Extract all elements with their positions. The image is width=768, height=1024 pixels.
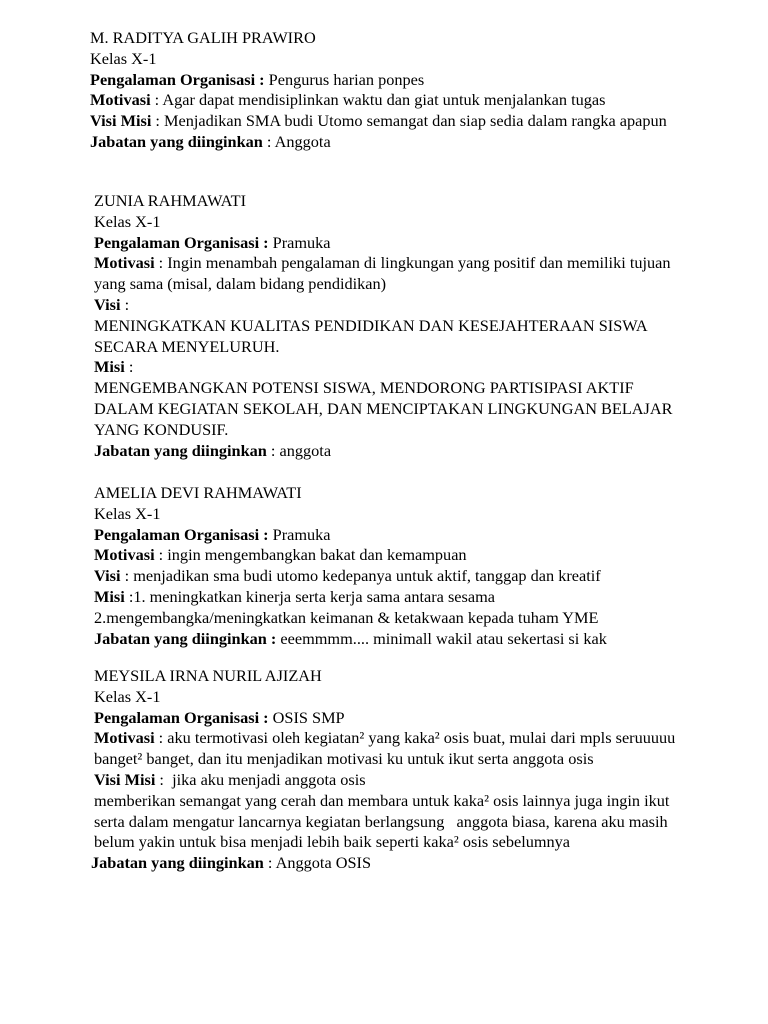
experience-label: Pengalaman Organisasi : — [94, 524, 269, 544]
mission-label: Misi — [94, 357, 125, 377]
motivation-value: : Agar dapat mendisiplinkan waktu dan giat untuk menjalankan tugas — [150, 90, 606, 110]
candidate-entry — [94, 483, 684, 649]
position-line — [91, 853, 684, 874]
position-label: Jabatan yang diinginkan — [94, 440, 267, 460]
experience-line — [90, 70, 680, 91]
experience-value: Pramuka — [268, 524, 331, 544]
vision-mission-text: memberikan semangat yang cerah dan membara untuk kaka² osis lainnya juga ingin ikut serta dalam mengatur lancarnya kegiatan berlangsung anggota biasa, karena aku masih belum yakin untuk bisa menjadi lebih baik seperti kaka² osis sebelumnya — [94, 790, 674, 852]
vision-label: Visi — [94, 566, 121, 586]
position-value: eeemmmm.... minimall wakil atau sekertasi si kak — [276, 628, 607, 648]
vision-label: Visi — [94, 294, 121, 314]
vision-mission-label: Visi Misi — [94, 769, 156, 789]
vision-line — [94, 295, 684, 316]
experience-value: Pengurus harian ponpes — [264, 69, 425, 89]
candidate-name: M. RADITYA GALIH PRAWIRO — [90, 28, 316, 47]
motivation-line — [94, 545, 684, 566]
candidate-entry — [90, 28, 680, 153]
experience-value: OSIS SMP — [268, 707, 345, 727]
position-label: Jabatan yang diinginkan — [91, 853, 264, 873]
position-line — [94, 441, 684, 462]
motivation-line — [94, 728, 684, 770]
position-value: : anggota — [266, 440, 332, 460]
candidate-name: MEYSILA IRNA NURIL AJIZAH — [94, 666, 322, 685]
experience-line — [94, 525, 684, 546]
vision-text: MENINGKATKAN KUALITAS PENDIDIKAN DAN KESEJAHTERAAN SISWA SECARA MENYELURUH. — [94, 315, 647, 356]
mission-line-2: 2.mengembangka/meningkatkan keimanan & ketakwaan kepada tuham YME — [94, 607, 599, 627]
experience-label: Pengalaman Organisasi : — [94, 707, 269, 727]
position-value: : Anggota OSIS — [263, 853, 372, 873]
motivation-label: Motivasi — [94, 253, 155, 273]
vision-mission-line — [90, 111, 680, 132]
vision-mission-label: Visi Misi — [90, 111, 152, 131]
mission-text: MENGEMBANGKAN POTENSI SISWA, MENDORONG PARTISIPASI AKTIF DALAM KEGIATAN SEKOLAH, DAN MENCIPTAKAN LINGKUNGAN BELAJAR YANG KONDUSIF. — [94, 378, 673, 439]
candidate-class: Kelas X-1 — [94, 503, 161, 523]
vision-line — [94, 566, 684, 587]
experience-label: Pengalaman Organisasi : — [94, 232, 269, 252]
experience-value: Pramuka — [268, 232, 331, 252]
candidate-name: ZUNIA RAHMAWATI — [94, 191, 246, 210]
motivation-line — [94, 253, 684, 295]
mission-line — [94, 587, 684, 608]
candidate-class: Kelas X-1 — [94, 211, 161, 231]
candidate-entry — [91, 666, 684, 874]
mission-label: Misi — [94, 586, 125, 606]
mission-line — [94, 357, 684, 378]
mission-value: :1. meningkatkan kinerja serta kerja sama antara sesama — [124, 586, 495, 606]
motivation-label: Motivasi — [90, 90, 151, 110]
motivation-line — [90, 90, 680, 111]
position-label: Jabatan yang diinginkan — [90, 131, 263, 151]
candidate-entry — [94, 191, 684, 461]
motivation-value: : ingin mengembangkan bakat dan kemampuan — [154, 545, 467, 565]
vision-mission-value: : jika aku menjadi anggota osis — [155, 769, 366, 789]
position-label: Jabatan yang diinginkan : — [94, 628, 277, 648]
position-line — [94, 629, 684, 650]
position-line — [90, 132, 680, 153]
experience-label: Pengalaman Organisasi : — [90, 69, 265, 89]
position-value: : Anggota — [262, 131, 331, 151]
motivation-value: : aku termotivasi oleh kegiatan² yang kaka² osis buat, mulai dari mpls seruuuuu banget² banget, dan itu menjadikan motivasi ku untuk ikut serta anggota osis — [94, 728, 680, 769]
mission-colon: : — [124, 357, 134, 377]
experience-line — [94, 233, 684, 254]
vision-colon: : — [120, 294, 130, 314]
candidate-class: Kelas X-1 — [90, 48, 157, 68]
vision-mission-value: : Menjadikan SMA budi Utomo semangat dan siap sedia dalam rangka apapun — [151, 111, 667, 131]
motivation-value: : Ingin menambah pengalaman di lingkungan yang positif dan memiliki tujuan yang sama (misal, dalam bidang pendidikan) — [94, 253, 675, 294]
motivation-label: Motivasi — [94, 728, 155, 748]
vision-value: : menjadikan sma budi utomo kedepanya untuk aktif, tanggap dan kreatif — [120, 566, 601, 586]
experience-line — [94, 708, 684, 729]
candidate-class: Kelas X-1 — [94, 686, 161, 706]
motivation-label: Motivasi — [94, 545, 155, 565]
candidate-name: AMELIA DEVI RAHMAWATI — [94, 483, 302, 502]
vision-mission-line — [94, 770, 684, 791]
